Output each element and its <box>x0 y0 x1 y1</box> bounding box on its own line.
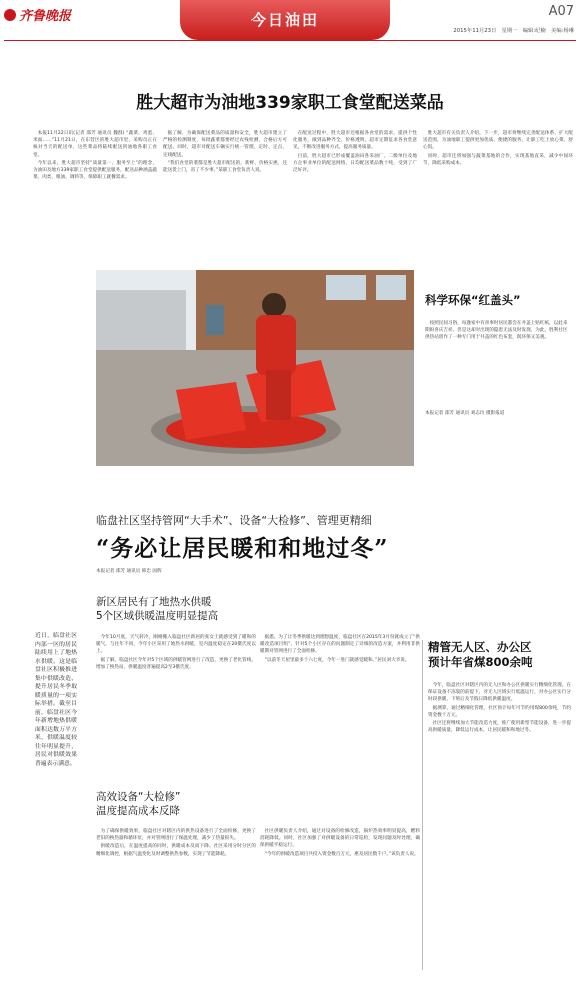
lead-column-4 <box>423 130 573 168</box>
masthead <box>0 0 580 42</box>
feature-sub2-column-a <box>96 828 256 859</box>
logo-icon <box>4 9 16 21</box>
lead-paragraph: 据了解，为确保配送菜品的质量和安全，胜大超市建立了严格的检测制度，每批蔬菜都要经过农残检测，合格后方可配送。同时，超市对配送车辆实行统一管理，定时、定点、定线配送。 <box>163 131 287 158</box>
feature-sub1-column-a <box>96 634 256 672</box>
masthead-meta: 2015年11月23日 星期一 编辑:纪楠 美编:杨琳 <box>453 28 574 34</box>
sidebar-body <box>428 682 571 735</box>
sidebar-title: 精管无人区、办公区 预计年省煤800余吨 <box>428 640 533 669</box>
feature-paragraph: 今年10月底，天气转冷，刚刚搬入临盘社区新居的张女士就感受到了暖和的暖气。与往年不同，今年小区采用了地热水供暖，室内温度稳定在20摄氏度以上。 <box>96 635 256 655</box>
photo-illustration <box>96 270 414 466</box>
lead-paragraph: 胜大超市有关负责人介绍，下一步，超市将继续完善配送体系，扩大配送范围，为油地职工提供更加优质、便捷的服务，让职工吃上放心菜、舒心饭。 <box>423 131 573 151</box>
lead-column-3 <box>293 130 417 175</box>
lead-paragraph: 今年以来，胜大超市坚持“质量第一、服务至上”的理念，为油田及地方339家职工食堂提供配送服务，配送品种涵盖蔬菜、肉类、粮油、调料等，保障职工就餐需求。 <box>33 160 157 181</box>
feature-paragraph: 供暖改造后，在温度提高的同时，供暖成本反而下降。社区采用分时分区的精细化调控，根据气温变化及时调整供热参数，实现了节能降耗。 <box>96 844 256 857</box>
feature-paragraph: 为了确保供暖效果，临盘社区对辖区内的供热设备进行了全面检修，更换了老旧的换热器和循环泵，并对管网进行了保温处理，减少了热量损失。 <box>96 829 256 842</box>
promo-credit: 本报记者 邵芳 通讯员 刘志玲 摄影报道 <box>425 411 505 416</box>
feature-paragraph: “今年的供暖改造项目共投入资金数百万元，惠及居民数千户。”该负责人说。 <box>264 851 419 857</box>
section-title: 今日油田 <box>250 11 319 29</box>
lead-paragraph: 在配送过程中，胜大超市还根据各食堂的需求，提供个性化服务，做到品种齐全、价格透明。超市定期征求各食堂意见，不断改进服务方式，提高服务质量。 <box>293 131 417 151</box>
lead-column-2 <box>163 130 287 175</box>
feature-left-column: 近日，临盘社区内部一区的居民陆续用上了地热水供暖。这是临盘社区积极推进集中供暖改造、提升居民冬季取暖质量的一项实际举措。截至目前，临盘社区今年新增地热供暖面积达数万平方米，供暖温度较往年明显提升，居民对供暖效果普遍表示满意。 <box>35 633 77 767</box>
feature-sub1-column-b <box>260 634 420 665</box>
feature-byline: 本报记者 邵芳 通讯员 韩忠 国辉 <box>96 569 162 574</box>
feature-paragraph: “以前冬天屋里最多十六七度，今年一进门就感觉暖和。”居民刘大爷说。 <box>264 657 410 663</box>
feature-paragraph: 据了解，临盘社区今年对5个区域的供暖管网进行了改造，更换了老化管线，增加了换热站，供暖温度普遍提高2至3摄氏度。 <box>96 657 256 670</box>
promo-body: 按照民间习俗，每逢家中有喜事时居民都会在井盖上贴红纸，以此来期盼喜庆吉祥。但是这却对出现的隐患无法及时发现。为此，胜利社区供热站创作了一种专门用于井盖的红色布套，既环保又美观。 <box>425 321 568 341</box>
sidebar-paragraph: 社区还将继续加大节能改造力度，推广使用新型节能设备，进一步提高供暖质量，降低运行成本，让居民暖和和地过冬。 <box>428 721 571 734</box>
feature-subhead-1: 新区居民有了地热水供暖 5个区域供暖温度明显提高 <box>96 596 219 622</box>
lead-paragraph: 同时，超市还将加强与蔬菜基地的合作，实现基地直采，减少中间环节，降低采购成本。 <box>423 153 573 166</box>
lead-paragraph: 目前，胜大超市已形成覆盖油田各采油厂、二级单位及地方企事业单位的配送网络，日均配送菜品数十吨，受到了广泛好评。 <box>293 153 417 174</box>
feature-paragraph: 据悉，为了让冬季供暖达到理想温度，临盘社区在2015年3月份就成立了“供暖改造项目组”，针对5个小区存在的问题制定了详细的改造方案，并利用非供暖期对管网进行了全面检修。 <box>260 635 420 655</box>
logo-text: 齐鲁晚报 <box>19 9 72 24</box>
feature-subhead-2: 高效设备“大检修” 温度提高成本反降 <box>96 791 181 817</box>
sidebar-paragraph: 据测算，通过精细化管理，社区预计每年可节约用煤800余吨，节约资金数十万元。 <box>428 705 571 718</box>
feature-paragraph: 社区供暖负责人介绍，通过对设备的检修改造，锅炉热效率明显提高，燃料消耗降低。同时，社区加强了对供暖设备的日常巡检，发现问题及时处理，确保供暖平稳运行。 <box>260 829 420 849</box>
promo-title: 科学环保“红盖头” <box>425 293 521 307</box>
feature-headline: “务必让居民暖和和地过冬” <box>96 535 389 562</box>
feature-sub2-column-b <box>260 828 420 859</box>
masthead-logo <box>4 5 71 24</box>
lead-column-1 <box>33 130 157 182</box>
section-header <box>180 0 390 40</box>
lead-title: 胜大超市为油地339家职工食堂配送菜品 <box>136 93 444 113</box>
masthead-rule <box>4 40 576 41</box>
page-number: A07 <box>548 4 574 19</box>
lead-paragraph: 本报11月22日讯(记者 邵芳 通讯员 魏群) “蔬菜、鸡蛋、米面……”11月21日，在东营区的胜大超市里，采购员正在核对当天的配送单，这些菜品将陆续配送到油地各职工食堂。 <box>33 131 157 158</box>
lead-paragraph: “我们食堂的菜都是胜大超市配送的，新鲜、价格实惠，还能送货上门，省了不少事。”某职工食堂负责人说。 <box>163 160 287 174</box>
news-photo <box>96 270 414 466</box>
sidebar-paragraph: 今年，临盘社区对辖区内的无人区和办公区供暖实行精细化管理。在保证设备不冻裂的前提下，对无人区域实行低温运行，对办公区实行分时段供暖，下班后及节假日降低供暖温度。 <box>428 683 571 703</box>
feature-kicker: 临盘社区坚持管网“大手术”、设备“大检修”、管理更精细 <box>96 514 372 527</box>
sidebar-divider <box>422 640 423 970</box>
